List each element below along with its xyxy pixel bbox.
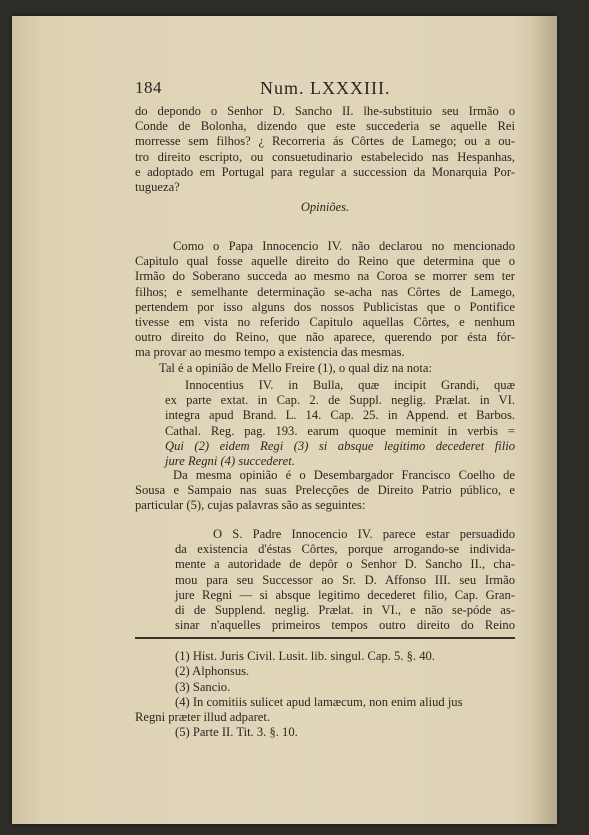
text-line: Qui (2) eidem Regi (3) si absque legitimo decederet filio — [165, 438, 515, 453]
text-line: do depondo o Senhor D. Sancho II. lhe-substituio seu Irmão o — [135, 104, 515, 118]
text-line: Tal é a opinião de Mello Freire (1), o qual diz na nota: — [159, 360, 432, 375]
text-line: e adoptado em Portugal para regular a succession da Monarquia Por- — [135, 164, 515, 179]
footnote-divider — [135, 637, 515, 639]
text-line: di de Supplend. neglig. Prælat. in VI., e não se-póde as- — [175, 603, 515, 618]
intro-paragraph — [135, 104, 515, 195]
footnote: (3) Sancio. — [175, 679, 231, 694]
footnote: (2) Alphonsus. — [175, 664, 250, 679]
footnote-continuation: Regni præter illud adparet. — [135, 710, 270, 725]
footnote: (1) Hist. Juris Civil. Lusit. lib. singul. Cap. 5. §. 40. — [175, 649, 435, 663]
text-line: Sousa e Sampaio nas suas Prelecções de Direito Patrio público, e — [135, 483, 515, 498]
footnote: (4) In comitiis sulicet apud lamæcum, non enim aliud jus — [175, 694, 463, 709]
body-paragraph-2 — [135, 468, 515, 514]
text-line: particular (5), cujas palavras são as seguintes: — [135, 498, 366, 513]
footnote: (5) Parte II. Tit. 3. §. 10. — [175, 725, 298, 740]
body-paragraph — [135, 239, 515, 376]
text-line: pertendem por isso alguns dos nossos Publicistas que o Pontifice — [135, 299, 515, 314]
text-line: tro direito escripto, ou consuetudinario estabelecido nas Hespanhas, — [135, 149, 515, 164]
quotation-coelho-de-sousa — [175, 527, 515, 633]
text-line: Como o Papa Innocencio IV. não declarou no mencionado — [173, 239, 515, 253]
text-line: tivesse em vista no referido Capitulo aquellas Côrtes, e nenhum — [135, 315, 515, 330]
text-line: mou para seu Successor ao Sr. D. Affonso III. seu Irmão — [175, 572, 515, 587]
text-line: filhos; e semelhante determinação se-acha nas Côrtes de Lamego, — [135, 284, 515, 299]
text-line: ex parte extat. in Cap. 2. de Suppl. neglig. Prælat. in VI. — [165, 393, 515, 408]
text-line: Da mesma opinião é o Desembargador Francisco Coelho de — [173, 468, 515, 482]
text-line: Conde de Bolonha, dizendo que este succederia se aquelle Rei — [135, 119, 515, 134]
footnotes — [135, 649, 515, 741]
text-line: Irmão do Soberano succeda ao mesmo na Coroa se morrer sem ter — [135, 269, 515, 284]
text-line: tugueza? — [135, 180, 180, 195]
text-line: sinar n'aquelles primeiros tempos outro direito do Reino — [175, 618, 515, 633]
running-title: Num. LXXXIII. — [260, 78, 391, 98]
quotation-mello-freire — [165, 378, 515, 469]
text-line: integra apud Brand. L. 14. Cap. 25. in Append. et Barbos. — [165, 408, 515, 423]
text-line: Innocentius IV. in Bulla, quæ incipit Grandi, quæ — [185, 378, 515, 392]
text-line: O S. Padre Innocencio IV. parece estar persuadido — [213, 527, 515, 541]
page-header — [135, 78, 515, 102]
text-line: da existencia d'éstas Côrtes, porque arrogando-se individa- — [175, 542, 515, 557]
text-line: ma provar ao mesmo tempo a existencia das mesmas. — [135, 345, 405, 360]
text-line: Cathal. Reg. pag. 193. earum quoque meminit in verbis = — [165, 423, 515, 438]
text-line: outro direito do Reino, que não aparece, querendo por ésta fór- — [135, 330, 515, 345]
text-line: morresse sem filhos? ¿ Recorreria ás Côrtes de Lamego; ou a ou- — [135, 134, 515, 149]
text-line: Capitulo qual fosse aquelle direito do Reino que determina que o — [135, 254, 515, 269]
text-line: jure Regni — si absque legitimo decederet filio, Cap. Gran- — [175, 587, 515, 602]
text-line: jure Regni (4) succederet. — [165, 454, 295, 469]
section-heading: Opiniões. — [300, 200, 350, 214]
text-line: mente a autoridade de depôr o Senhor D. Sancho II., cha- — [175, 557, 515, 572]
page-number: 184 — [135, 78, 162, 97]
page-shadow-edge — [531, 16, 557, 824]
